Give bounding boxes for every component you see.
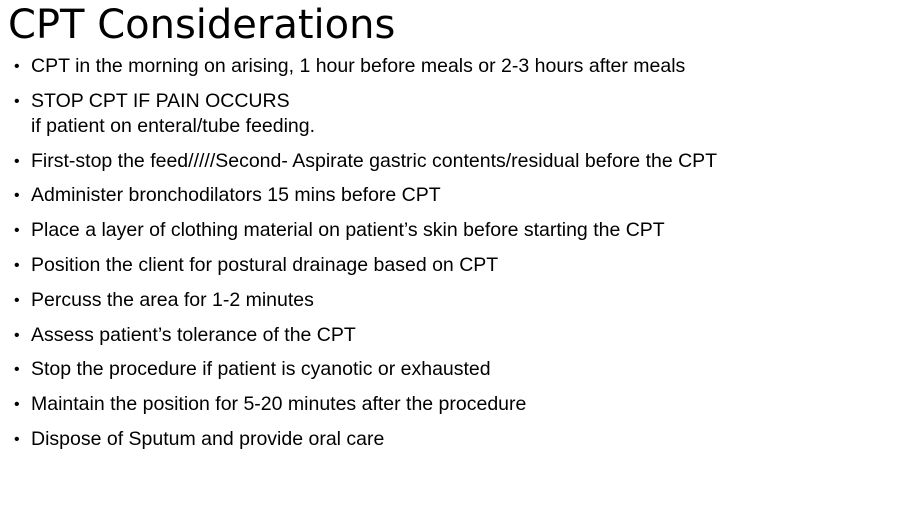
bullet-icon: •: [14, 256, 20, 274]
bullet-text-continuation: if patient on enteral/tube feeding.: [31, 114, 316, 137]
bullet-list: [14, 54, 894, 462]
bullet-icon: •: [14, 222, 20, 240]
bullet-text: Position the client for postural drainage based on CPT: [31, 253, 499, 276]
bullet-text: First-stop the feed/////Second- Aspirate gastric contents/residual before the CPT: [31, 149, 718, 172]
bullet-item: [14, 288, 894, 313]
bullet-item: [14, 54, 894, 79]
bullet-text: Assess patient’s tolerance of the CPT: [31, 323, 356, 346]
bullet-item: [14, 253, 894, 278]
slide-title: CPT Considerations: [8, 2, 396, 48]
bullet-item: [14, 392, 894, 417]
bullet-icon: •: [14, 396, 20, 414]
bullet-text: Percuss the area for 1-2 minutes: [31, 288, 314, 311]
bullet-icon: •: [14, 187, 20, 205]
bullet-icon: •: [14, 430, 20, 448]
bullet-icon: •: [14, 58, 20, 75]
bullet-item: [14, 149, 894, 174]
bullet-icon: •: [14, 92, 20, 110]
bullet-item: [14, 183, 894, 208]
bullet-text: Place a layer of clothing material on patient’s skin before starting the CPT: [31, 219, 665, 242]
bullet-item: [14, 89, 894, 139]
bullet-text: Dispose of Sputum and provide oral care: [31, 427, 385, 450]
bullet-item: [14, 323, 894, 348]
bullet-text: Maintain the position for 5-20 minutes after the procedure: [31, 393, 527, 416]
bullet-text: CPT in the morning on arising, 1 hour before meals or 2-3 hours after meals: [31, 55, 686, 77]
bullet-item: [14, 218, 894, 243]
bullet-icon: •: [14, 152, 20, 170]
bullet-icon: •: [14, 326, 20, 344]
bullet-text: Stop the procedure if patient is cyanotic or exhausted: [31, 358, 491, 381]
bullet-item: [14, 357, 894, 382]
bullet-icon: •: [14, 291, 20, 309]
bullet-text: Administer bronchodilators 15 mins before CPT: [31, 184, 441, 207]
bullet-item: [14, 427, 894, 452]
bullet-text: STOP CPT IF PAIN OCCURS: [31, 89, 290, 112]
bullet-icon: •: [14, 361, 20, 379]
